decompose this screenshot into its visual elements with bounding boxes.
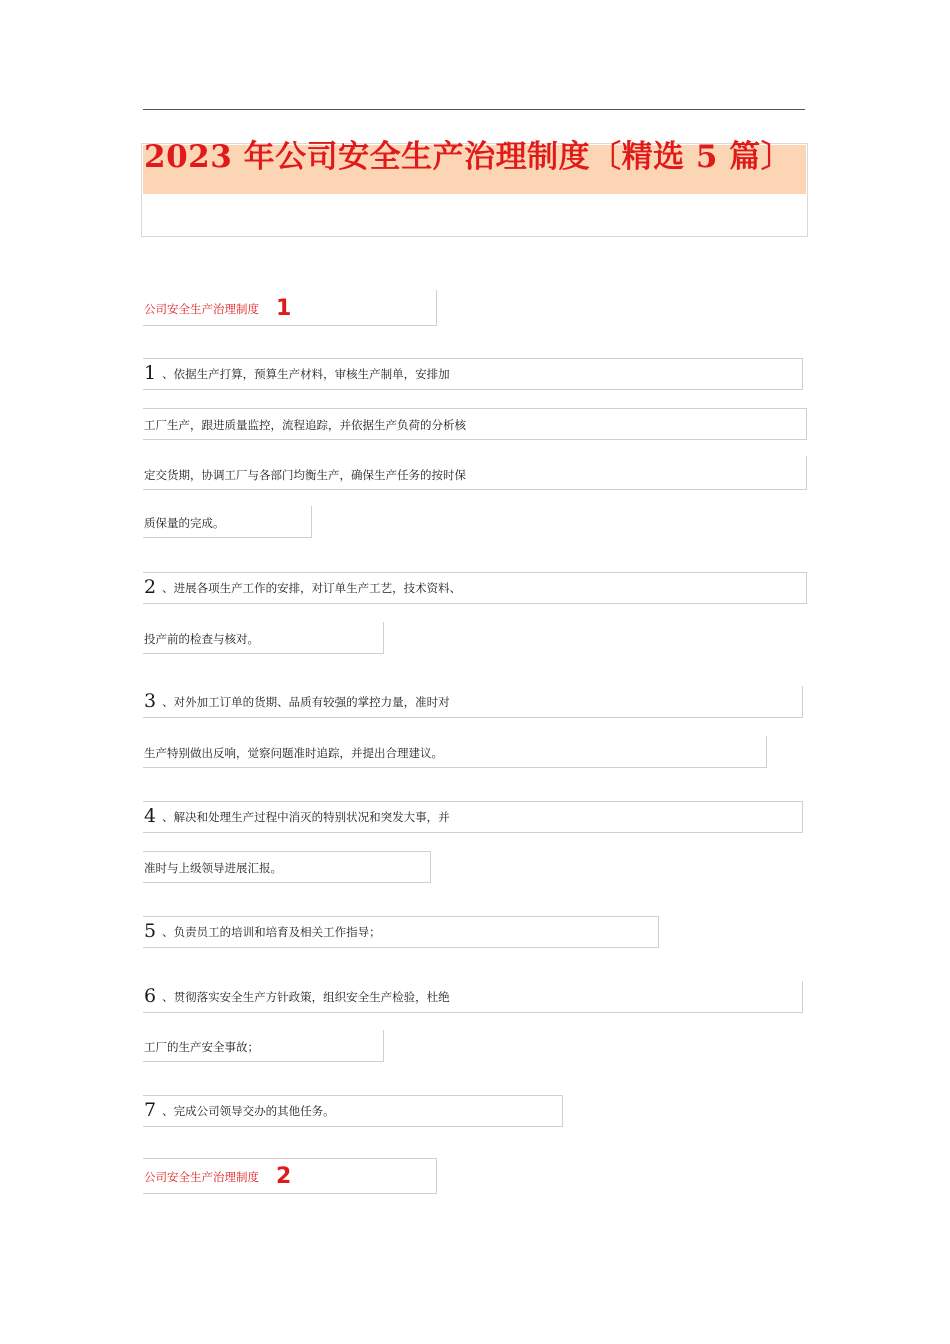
item-4-line-2 [143,851,431,883]
section-heading-label: 公司安全生产治理制度 [144,1170,259,1184]
item-number: 1 [144,362,157,384]
item-text: 投产前的检查与核对。 [144,632,259,646]
item-number: 3 [144,690,157,712]
item-3-line-2 [143,736,767,768]
item-7-line-1 [143,1095,563,1127]
item-5-line-1 [143,916,659,948]
item-2-line-2 [143,622,384,654]
item-text: 、完成公司领导交办的其他任务。 [162,1104,335,1118]
item-number: 2 [144,576,157,598]
item-text: 、依据生产打算，预算生产材料，审核生产制单，安排加 [162,367,450,381]
item-text: 生产特别做出反响，觉察问题准时追踪，并提出合理建议。 [144,746,443,760]
item-1-line-4 [143,506,312,538]
item-4-line-1 [143,801,803,833]
item-text: 、负责员工的培训和培育及相关工作指导； [162,925,381,939]
item-6-line-2 [143,1030,384,1062]
item-3-line-1 [143,686,803,718]
item-text: 、贯彻落实安全生产方针政策，组织安全生产检验，杜绝 [162,990,450,1004]
item-number: 4 [144,805,157,827]
item-number: 6 [144,985,157,1007]
section-heading-number: 2 [276,1164,292,1189]
section-heading-number: 1 [276,296,292,321]
item-text: 质保量的完成。 [144,516,225,530]
item-text: 准时与上级领导进展汇报。 [144,861,282,875]
top-rule [143,109,805,110]
section-heading-2 [143,1158,437,1194]
item-text: 、解决和处理生产过程中消灭的特别状况和突发大事，并 [162,810,450,824]
item-text: 工厂的生产安全事故； [144,1040,259,1054]
item-text: 工厂生产，跟进质量监控，流程追踪，并依据生产负荷的分析核 [144,418,466,432]
section-heading-1 [143,290,437,326]
item-number: 7 [144,1099,157,1121]
item-text: 、对外加工订单的货期、品质有较强的掌控力量，准时对 [162,695,450,709]
document-title: 2023 年公司安全生产治理制度〔精选 5 篇〕 [144,139,793,175]
item-1-line-3 [143,456,807,490]
item-text: 、进展各项生产工作的安排，对订单生产工艺，技术资料、 [162,581,462,595]
item-text: 定交货期，协调工厂与各部门均衡生产，确保生产任务的按时保 [144,468,466,482]
item-6-line-1 [143,981,803,1013]
item-1-line-2 [143,408,807,440]
item-number: 5 [144,920,157,942]
item-2-line-1 [143,572,807,604]
section-heading-label: 公司安全生产治理制度 [144,302,259,316]
item-1-line-1 [143,358,803,390]
